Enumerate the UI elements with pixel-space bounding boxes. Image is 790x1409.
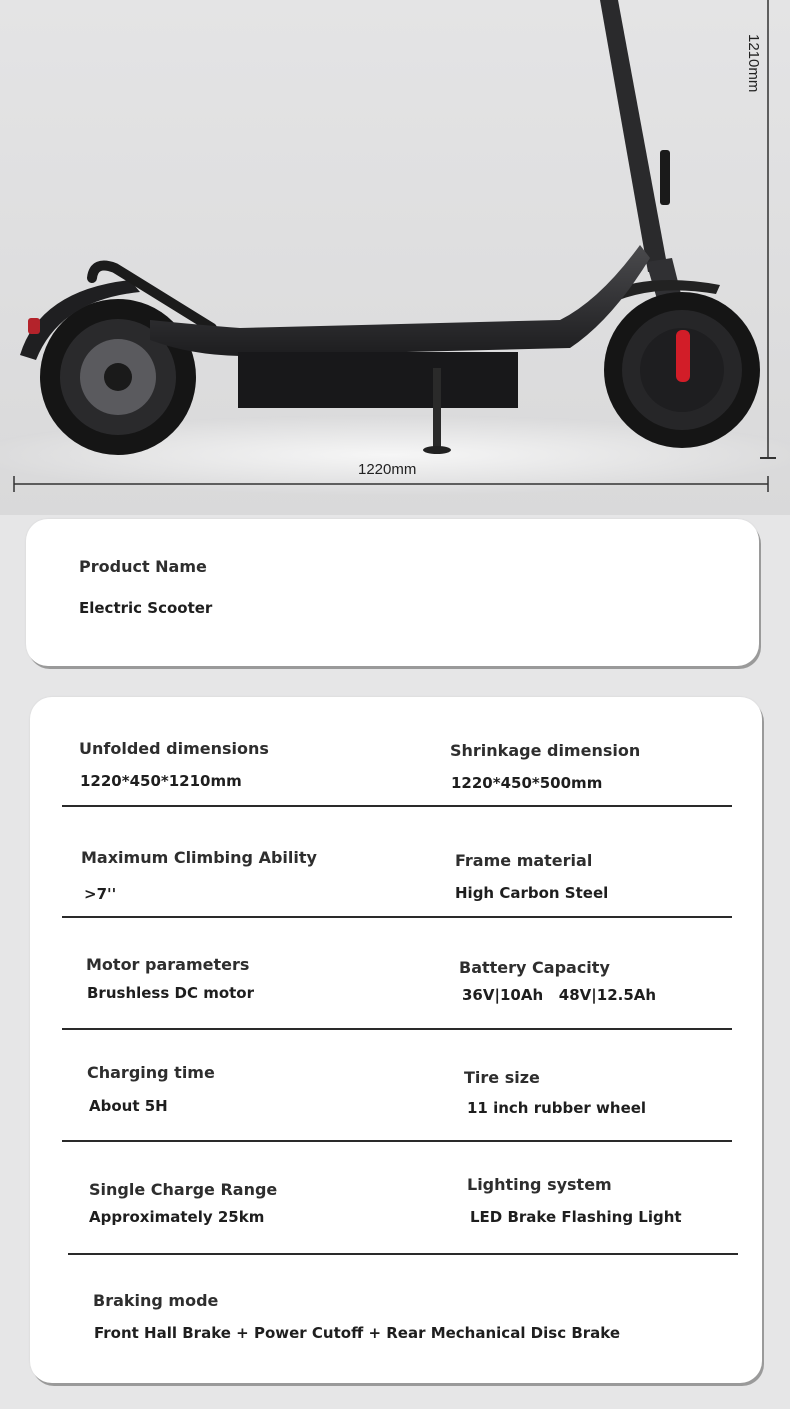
spec-label-charging-time: Charging time (87, 1063, 215, 1082)
spec-label-single-charge-range: Single Charge Range (89, 1180, 278, 1199)
row-divider (68, 1253, 738, 1255)
product-name-value: Electric Scooter (79, 599, 213, 617)
spec-value-charging-time: About 5H (89, 1097, 168, 1115)
spec-value-frame-material: High Carbon Steel (455, 884, 609, 902)
spec-value-braking-mode: Front Hall Brake + Power Cutoff + Rear Mechanical Disc Brake (94, 1324, 621, 1342)
spec-label-tire-size: Tire size (464, 1068, 540, 1087)
spec-value-tire-size: 11 inch rubber wheel (467, 1099, 647, 1117)
spec-label-unfolded-dimensions: Unfolded dimensions (79, 739, 269, 758)
spec-label-frame-material: Frame material (455, 851, 593, 870)
spec-label-motor-parameters: Motor parameters (86, 955, 250, 974)
row-divider (62, 1140, 732, 1142)
spec-label-climbing-ability: Maximum Climbing Ability (81, 848, 317, 867)
product-hero (0, 0, 790, 515)
spec-value-shrinkage-dimension: 1220*450*500mm (451, 774, 603, 792)
spec-value-single-charge-range: Approximately 25km (89, 1208, 265, 1226)
spec-value-motor-parameters: Brushless DC motor (87, 984, 254, 1002)
spec-value-lighting-system: LED Brake Flashing Light (470, 1208, 682, 1226)
spec-value-climbing-ability: >7'' (84, 885, 117, 903)
row-divider (62, 916, 732, 918)
height-dimension-label: 1210mm (745, 34, 762, 93)
spec-value-unfolded-dimensions: 1220*450*1210mm (80, 772, 242, 790)
scooter-illustration (0, 0, 790, 515)
width-dimension-label: 1220mm (358, 461, 417, 478)
spec-label-braking-mode: Braking mode (93, 1291, 219, 1310)
spec-label-lighting-system: Lighting system (467, 1175, 612, 1194)
spec-label-shrinkage-dimension: Shrinkage dimension (450, 741, 641, 760)
row-divider (62, 1028, 732, 1030)
row-divider (62, 805, 732, 807)
spec-value-battery-capacity: 36V|10Ah 48V|12.5Ah (462, 986, 657, 1004)
specifications-card (30, 697, 762, 1383)
spec-label-battery-capacity: Battery Capacity (459, 958, 610, 977)
product-name-label: Product Name (79, 557, 207, 576)
product-name-card (26, 519, 759, 666)
